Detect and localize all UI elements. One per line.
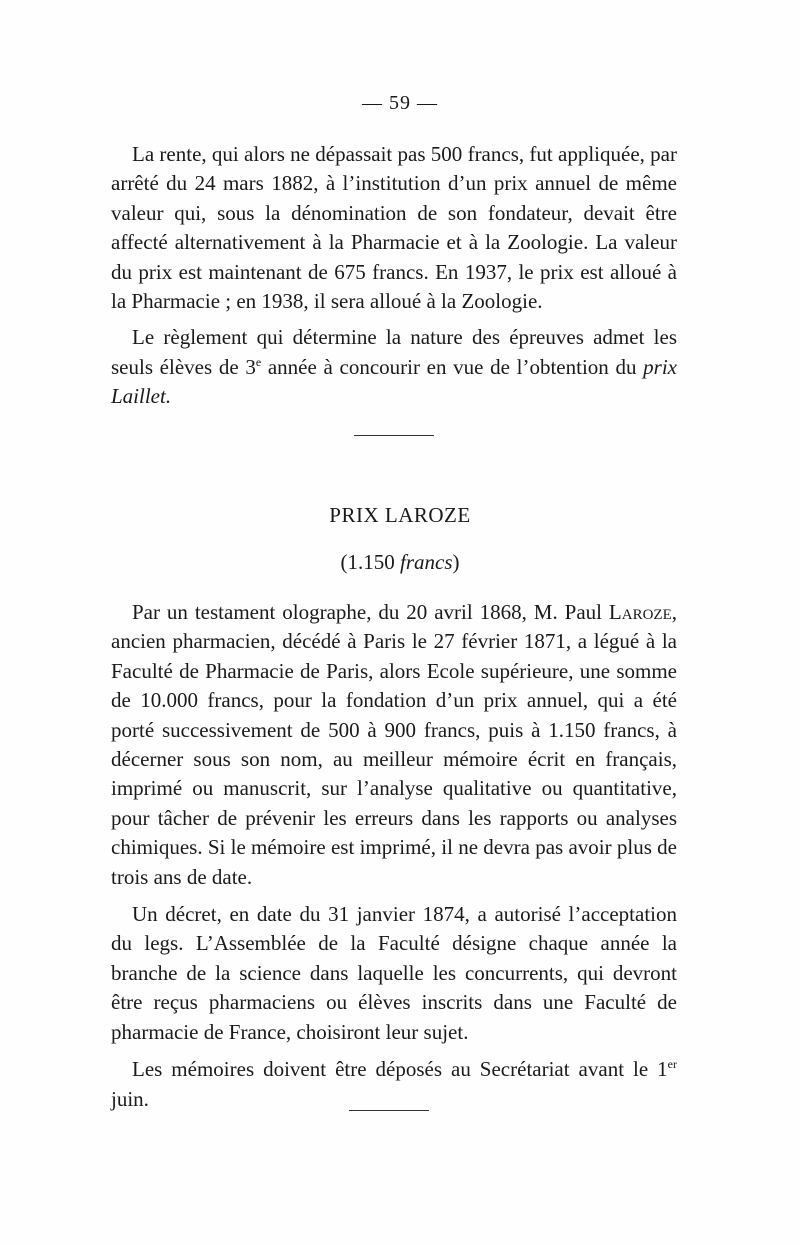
- text-run: année à concourir en vue de l’obtention du: [261, 354, 644, 379]
- paragraph: [111, 1055, 677, 1114]
- prix-laroze-text: [111, 598, 677, 1114]
- person-name: Laroze: [608, 600, 672, 624]
- section-divider: [354, 435, 434, 436]
- page-number: — 59 —: [362, 92, 438, 114]
- paragraph: La rente, qui alors ne dépassait pas 500 francs, fut appliquée, par arrêté du 24 mars 1882, à l’institution d’un prix annuel de même valeur qui, sous la dénomination de son fondateur, devait être affecté alternativement à la Pharmacie et à la Zoologie. La valeur du prix est maintenant de 675 francs. En 1937, le prix est alloué à la Pharmacie ; en 1938, il sera alloué à la Zoologie.: [111, 142, 677, 314]
- paragraph: Un décret, en date du 31 janvier 1874, a autorisé l’acceptation du legs. L’Assemblée de la Faculté désigne chaque année la branche de la science dans laquelle les concurrents, qui devront être reçus pharmaciens ou élèves inscrits dans une Faculté de pharmacie de France, choisiront leur sujet.: [111, 902, 677, 1044]
- section-subtitle: [0, 550, 800, 575]
- italic-text: francs: [400, 550, 453, 574]
- text-run: juin.: [111, 1086, 149, 1111]
- text-run: Le règlement qui détermine la nature des épreuves admet les seuls élèves de 3: [111, 325, 677, 379]
- text-run: ): [452, 550, 460, 574]
- paragraph: [111, 598, 677, 892]
- italic-text: prix Laillet.: [111, 354, 677, 409]
- superscript: e: [255, 354, 262, 369]
- text-run: , ancien pharmacien, décédé à Paris le 27 février 1871, a légué à la Faculté de Pharmacie de Paris, alors Ecole supérieure, une somme de 10.000 francs, pour la fondation d’un prix annuel, qui a été porté successivement de 500 à 900 francs, puis à 1.150 francs, à décerner sous son nom, au meilleur mémoire écrit en français, imprimé ou manuscrit, sur l’analyse qualitative ou quantitative, pour tâcher de prévenir les erreurs dans les rapports ou analyses chimiques. Si le mémoire est imprimé, il ne devra pas avoir plus de trois ans de date.: [111, 600, 677, 889]
- text-run: Les mémoires doivent être déposés au Secrétariat avant le 1: [132, 1057, 668, 1082]
- superscript: er: [667, 1057, 677, 1072]
- paragraph: [111, 323, 677, 411]
- text-run: Par un testament olographe, du 20 avril 1868, M. Paul: [132, 600, 609, 624]
- prix-laillet-text: [111, 140, 677, 412]
- section-title: PRIX LAROZE: [329, 503, 471, 527]
- section-divider: [349, 1110, 429, 1111]
- text-run: (1.150: [340, 550, 400, 574]
